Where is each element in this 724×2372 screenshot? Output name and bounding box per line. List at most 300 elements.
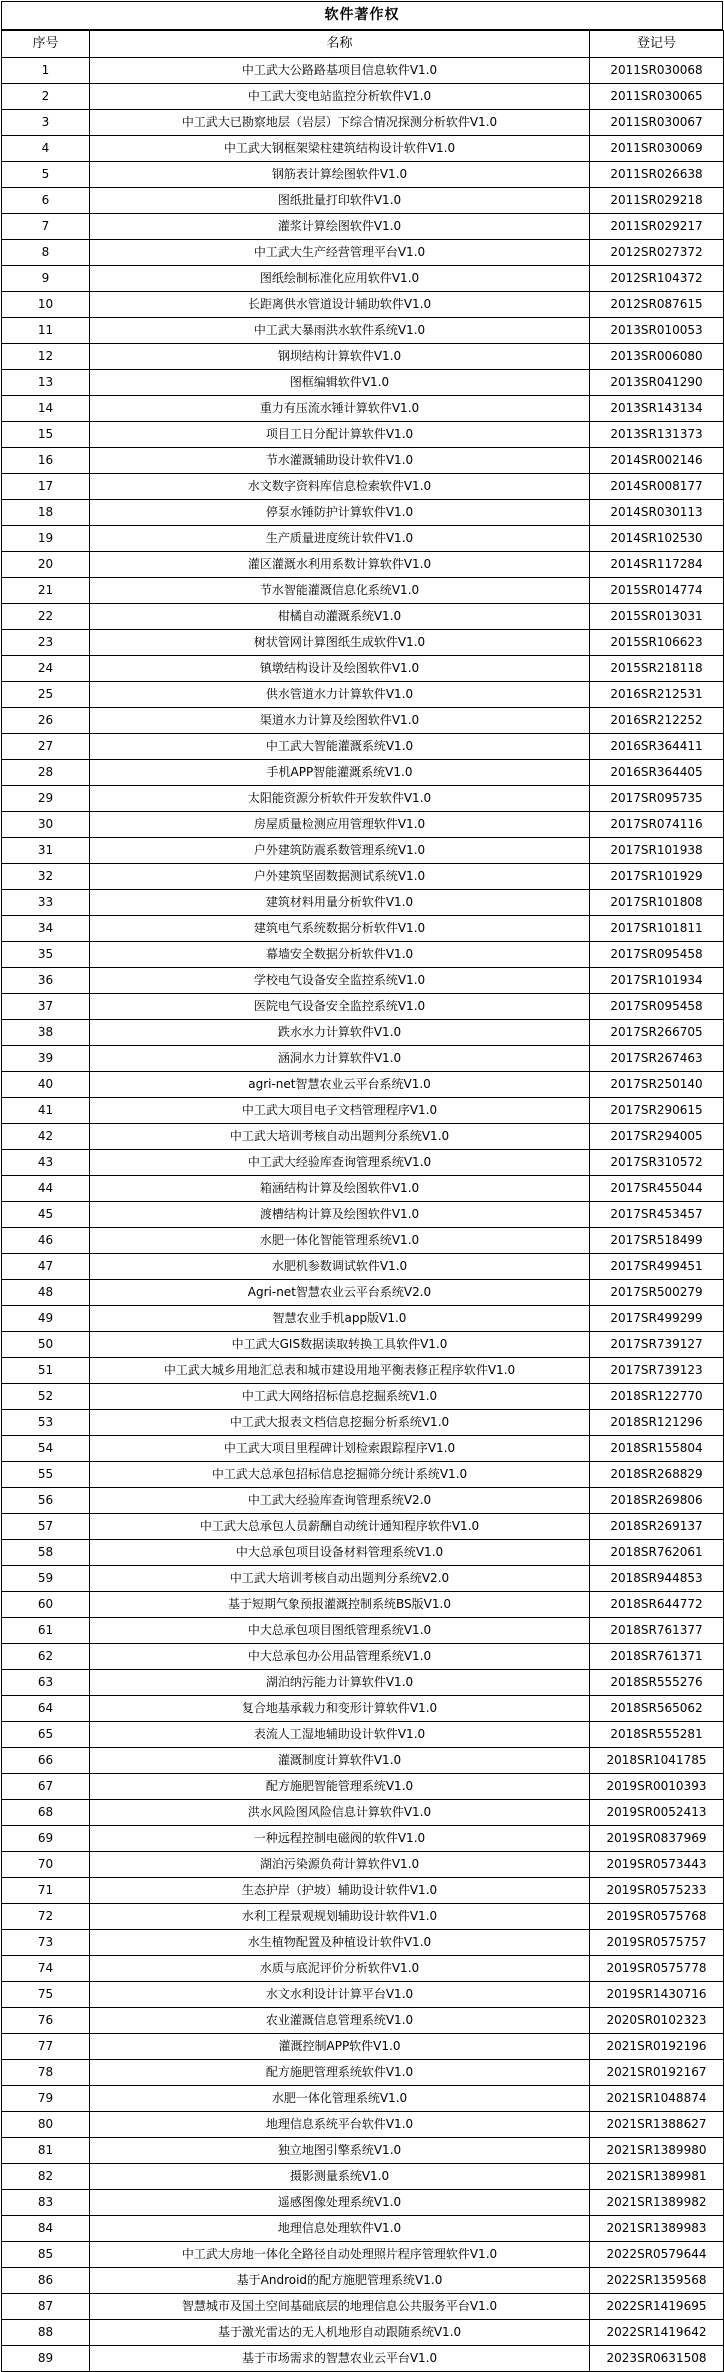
cell-reg: 2011SR026638: [590, 162, 724, 188]
cell-no: 18: [2, 500, 90, 526]
cell-no: 30: [2, 812, 90, 838]
table-row: [2, 1046, 724, 1072]
cell-reg: 2019SR0575768: [590, 1904, 724, 1930]
cell-name: 农业灌溉信息管理系统V1.0: [90, 2008, 590, 2034]
cell-name: 生产质量进度统计软件V1.0: [90, 526, 590, 552]
cell-name: agri-net智慧农业云平台系统V1.0: [90, 1072, 590, 1098]
table-row: [2, 2216, 724, 2242]
cell-no: 73: [2, 1930, 90, 1956]
cell-name: 洪水风险图风险信息计算软件V1.0: [90, 1800, 590, 1826]
cell-name: 中工武大暴雨洪水软件系统V1.0: [90, 318, 590, 344]
cell-reg: 2015SR013031: [590, 604, 724, 630]
cell-no: 63: [2, 1670, 90, 1696]
table-row: [2, 942, 724, 968]
table-row: [2, 1514, 724, 1540]
cell-reg: 2018SR944853: [590, 1566, 724, 1592]
cell-name: 摄影测量系统V1.0: [90, 2164, 590, 2190]
header-reg: 登记号: [590, 31, 724, 58]
cell-no: 25: [2, 682, 90, 708]
cell-reg: 2016SR212252: [590, 708, 724, 734]
cell-reg: 2017SR101934: [590, 968, 724, 994]
cell-no: 16: [2, 448, 90, 474]
cell-name: 医院电气设备安全监控系统V1.0: [90, 994, 590, 1020]
cell-name: 渡槽结构计算及绘图软件V1.0: [90, 1202, 590, 1228]
cell-name: 配方施肥管理系统软件V1.0: [90, 2060, 590, 2086]
table-row: [2, 552, 724, 578]
cell-name: 一种远程控制电磁阀的软件V1.0: [90, 1826, 590, 1852]
cell-name: 灌溉控制APP软件V1.0: [90, 2034, 590, 2060]
cell-no: 55: [2, 1462, 90, 1488]
cell-name: 涵洞水力计算软件V1.0: [90, 1046, 590, 1072]
table-row: [2, 812, 724, 838]
table-row: [2, 370, 724, 396]
table-row: [2, 2346, 724, 2372]
cell-reg: 2012SR104372: [590, 266, 724, 292]
cell-reg: 2018SR269806: [590, 1488, 724, 1514]
table-row: [2, 2060, 724, 2086]
table-row: [2, 136, 724, 162]
table-row: [2, 318, 724, 344]
cell-no: 36: [2, 968, 90, 994]
cell-no: 81: [2, 2138, 90, 2164]
cell-no: 37: [2, 994, 90, 1020]
table-row: [2, 734, 724, 760]
cell-no: 28: [2, 760, 90, 786]
table-row: [2, 1774, 724, 1800]
cell-name: 智慧农业手机app版V1.0: [90, 1306, 590, 1332]
cell-name: 中工武大培训考核自动出题判分系统V2.0: [90, 1566, 590, 1592]
table-row: [2, 890, 724, 916]
table-row: [2, 1280, 724, 1306]
cell-name: 节水灌溉辅助设计软件V1.0: [90, 448, 590, 474]
cell-no: 59: [2, 1566, 90, 1592]
cell-reg: 2017SR739123: [590, 1358, 724, 1384]
cell-name: 渠道水力计算及绘图软件V1.0: [90, 708, 590, 734]
cell-no: 69: [2, 1826, 90, 1852]
copyright-sheet: [1, 1, 723, 2372]
cell-reg: 2018SR1041785: [590, 1748, 724, 1774]
cell-reg: 2022SR1419695: [590, 2294, 724, 2320]
table-row: [2, 2086, 724, 2112]
cell-name: 水肥机参数调试软件V1.0: [90, 1254, 590, 1280]
table-row: [2, 1358, 724, 1384]
cell-reg: 2022SR0579644: [590, 2242, 724, 2268]
header-no: 序号: [2, 31, 90, 58]
cell-no: 10: [2, 292, 90, 318]
table-row: [2, 1956, 724, 1982]
table-row: [2, 1748, 724, 1774]
cell-reg: 2019SR0010393: [590, 1774, 724, 1800]
header-name: 名称: [90, 31, 590, 58]
cell-reg: 2017SR739127: [590, 1332, 724, 1358]
cell-reg: 2013SR143134: [590, 396, 724, 422]
cell-no: 14: [2, 396, 90, 422]
cell-reg: 2018SR121296: [590, 1410, 724, 1436]
table-row: [2, 708, 724, 734]
table-row: [2, 240, 724, 266]
cell-reg: 2021SR0192167: [590, 2060, 724, 2086]
cell-name: 中大总承包项目图纸管理系统V1.0: [90, 1618, 590, 1644]
cell-no: 84: [2, 2216, 90, 2242]
cell-no: 78: [2, 2060, 90, 2086]
cell-reg: 2016SR212531: [590, 682, 724, 708]
cell-no: 8: [2, 240, 90, 266]
cell-reg: 2011SR029218: [590, 188, 724, 214]
cell-reg: 2021SR1389980: [590, 2138, 724, 2164]
table-row: [2, 968, 724, 994]
cell-no: 57: [2, 1514, 90, 1540]
table-row: [2, 1826, 724, 1852]
cell-name: 中工武大报表文档信息挖掘分析系统V1.0: [90, 1410, 590, 1436]
table-row: [2, 2268, 724, 2294]
cell-no: 58: [2, 1540, 90, 1566]
table-row: [2, 2164, 724, 2190]
cell-reg: 2021SR1389981: [590, 2164, 724, 2190]
cell-reg: 2021SR1389982: [590, 2190, 724, 2216]
cell-reg: 2017SR455044: [590, 1176, 724, 1202]
cell-reg: 2019SR0837969: [590, 1826, 724, 1852]
cell-reg: 2018SR761371: [590, 1644, 724, 1670]
cell-name: 中工武大城乡用地汇总表和城市建设用地平衡表修正程序软件V1.0: [90, 1358, 590, 1384]
cell-no: 74: [2, 1956, 90, 1982]
cell-reg: 2014SR002146: [590, 448, 724, 474]
table-row: [2, 1124, 724, 1150]
cell-reg: 2017SR074116: [590, 812, 724, 838]
cell-no: 11: [2, 318, 90, 344]
cell-no: 53: [2, 1410, 90, 1436]
table-row: [2, 604, 724, 630]
cell-reg: 2015SR218118: [590, 656, 724, 682]
cell-name: 地理信息系统平台软件V1.0: [90, 2112, 590, 2138]
cell-reg: 2018SR565062: [590, 1696, 724, 1722]
cell-name: 水肥一体化智能管理系统V1.0: [90, 1228, 590, 1254]
table-row: [2, 916, 724, 942]
table-row: [2, 526, 724, 552]
cell-reg: 2019SR1430716: [590, 1982, 724, 2008]
cell-name: 中工武大已勘察地层（岩层）下综合情况探测分析软件V1.0: [90, 110, 590, 136]
cell-name: 中大总承包项目设备材料管理系统V1.0: [90, 1540, 590, 1566]
cell-no: 15: [2, 422, 90, 448]
cell-no: 2: [2, 84, 90, 110]
table-body: [2, 58, 724, 2372]
cell-no: 70: [2, 1852, 90, 1878]
cell-reg: 2019SR0573443: [590, 1852, 724, 1878]
cell-reg: 2018SR555276: [590, 1670, 724, 1696]
cell-name: 基于市场需求的智慧农业云平台V1.0: [90, 2346, 590, 2372]
table-row: [2, 1904, 724, 1930]
table-row: [2, 838, 724, 864]
cell-no: 38: [2, 1020, 90, 1046]
cell-no: 87: [2, 2294, 90, 2320]
cell-name: 钢坝结构计算软件V1.0: [90, 344, 590, 370]
cell-name: 中工武大项目电子文档管理程序V1.0: [90, 1098, 590, 1124]
table-row: [2, 1592, 724, 1618]
table-row: [2, 760, 724, 786]
cell-name: 中工武大公路路基项目信息软件V1.0: [90, 58, 590, 84]
table-row: [2, 2008, 724, 2034]
cell-reg: 2017SR499451: [590, 1254, 724, 1280]
table-row: [2, 578, 724, 604]
table-row: [2, 2034, 724, 2060]
cell-no: 13: [2, 370, 90, 396]
cell-no: 82: [2, 2164, 90, 2190]
table-row: [2, 1852, 724, 1878]
cell-name: 地理信息处理软件V1.0: [90, 2216, 590, 2242]
cell-no: 45: [2, 1202, 90, 1228]
cell-name: 图纸批量打印软件V1.0: [90, 188, 590, 214]
cell-no: 12: [2, 344, 90, 370]
cell-reg: 2017SR101808: [590, 890, 724, 916]
cell-no: 21: [2, 578, 90, 604]
cell-name: 智慧城市及国土空间基础底层的地理信息公共服务平台V1.0: [90, 2294, 590, 2320]
table-row: [2, 1150, 724, 1176]
table-row: [2, 1228, 724, 1254]
cell-name: 中工武大培训考核自动出题判分系统V1.0: [90, 1124, 590, 1150]
cell-name: 户外建筑坚固数据测试系统V1.0: [90, 864, 590, 890]
cell-name: 中工武大智能灌溉系统V1.0: [90, 734, 590, 760]
cell-name: 房屋质量检测应用管理软件V1.0: [90, 812, 590, 838]
cell-reg: 2018SR155804: [590, 1436, 724, 1462]
cell-no: 42: [2, 1124, 90, 1150]
table-row: [2, 1488, 724, 1514]
cell-name: 节水智能灌溉信息化系统V1.0: [90, 578, 590, 604]
table-row: [2, 1540, 724, 1566]
cell-name: 中工武大项目里程碑计划检索跟踪程序V1.0: [90, 1436, 590, 1462]
cell-no: 44: [2, 1176, 90, 1202]
table-row: [2, 1722, 724, 1748]
table-row: [2, 162, 724, 188]
table-row: [2, 1930, 724, 1956]
cell-no: 17: [2, 474, 90, 500]
cell-reg: 2023SR0631508: [590, 2346, 724, 2372]
cell-reg: 2015SR106623: [590, 630, 724, 656]
cell-reg: 2013SR131373: [590, 422, 724, 448]
table-row: [2, 1202, 724, 1228]
table-row: [2, 2138, 724, 2164]
table-row: [2, 110, 724, 136]
cell-no: 64: [2, 1696, 90, 1722]
table-row: [2, 344, 724, 370]
table-row: [2, 1176, 724, 1202]
cell-reg: 2021SR1048874: [590, 2086, 724, 2112]
cell-no: 40: [2, 1072, 90, 1098]
cell-reg: 2018SR555281: [590, 1722, 724, 1748]
cell-name: 湖泊纳污能力计算软件V1.0: [90, 1670, 590, 1696]
cell-no: 33: [2, 890, 90, 916]
cell-no: 47: [2, 1254, 90, 1280]
cell-reg: 2019SR0052413: [590, 1800, 724, 1826]
cell-reg: 2022SR1419642: [590, 2320, 724, 2346]
cell-name: 供水管道水力计算软件V1.0: [90, 682, 590, 708]
cell-reg: 2017SR290615: [590, 1098, 724, 1124]
cell-reg: 2021SR0192196: [590, 2034, 724, 2060]
table-row: [2, 2242, 724, 2268]
cell-reg: 2014SR008177: [590, 474, 724, 500]
table-row: [2, 1410, 724, 1436]
cell-no: 1: [2, 58, 90, 84]
cell-no: 46: [2, 1228, 90, 1254]
cell-name: 建筑材料用量分析软件V1.0: [90, 890, 590, 916]
cell-no: 20: [2, 552, 90, 578]
cell-reg: 2020SR0102323: [590, 2008, 724, 2034]
cell-name: 配方施肥智能管理系统V1.0: [90, 1774, 590, 1800]
cell-name: 独立地图引擎系统V1.0: [90, 2138, 590, 2164]
table-row: [2, 422, 724, 448]
cell-reg: 2017SR101811: [590, 916, 724, 942]
cell-reg: 2014SR117284: [590, 552, 724, 578]
cell-name: 水文数字资料库信息检索软件V1.0: [90, 474, 590, 500]
table-row: [2, 500, 724, 526]
cell-no: 23: [2, 630, 90, 656]
cell-reg: 2018SR644772: [590, 1592, 724, 1618]
cell-reg: 2013SR006080: [590, 344, 724, 370]
cell-name: 水利工程景观规划辅助设计软件V1.0: [90, 1904, 590, 1930]
cell-name: 太阳能资源分析软件开发软件V1.0: [90, 786, 590, 812]
cell-reg: 2017SR095735: [590, 786, 724, 812]
cell-no: 35: [2, 942, 90, 968]
cell-no: 52: [2, 1384, 90, 1410]
cell-name: 灌溉制度计算软件V1.0: [90, 1748, 590, 1774]
cell-name: 中工武大房地一体化全路径自动处理照片程序管理软件V1.0: [90, 2242, 590, 2268]
cell-name: 中工武大总承包人员薪酬自动统计通知程序软件V1.0: [90, 1514, 590, 1540]
table-row: [2, 58, 724, 84]
cell-no: 48: [2, 1280, 90, 1306]
cell-no: 22: [2, 604, 90, 630]
cell-name: 户外建筑防震系数管理系统V1.0: [90, 838, 590, 864]
cell-name: 基于激光雷达的无人机地形自动跟随系统V1.0: [90, 2320, 590, 2346]
cell-reg: 2022SR1359568: [590, 2268, 724, 2294]
cell-name: 中大总承包办公用品管理系统V1.0: [90, 1644, 590, 1670]
table-row: [2, 1878, 724, 1904]
cell-no: 31: [2, 838, 90, 864]
cell-no: 61: [2, 1618, 90, 1644]
table-row: [2, 188, 724, 214]
cell-no: 5: [2, 162, 90, 188]
table-row: [2, 2112, 724, 2138]
cell-name: 柑橘自动灌溉系统V1.0: [90, 604, 590, 630]
table-row: [2, 1800, 724, 1826]
cell-no: 54: [2, 1436, 90, 1462]
cell-no: 4: [2, 136, 90, 162]
cell-no: 56: [2, 1488, 90, 1514]
cell-name: 停泵水锤防护计算软件V1.0: [90, 500, 590, 526]
sheet-title: 软件著作权: [1, 1, 723, 30]
cell-no: 24: [2, 656, 90, 682]
cell-name: 中工武大总承包招标信息挖掘筛分统计系统V1.0: [90, 1462, 590, 1488]
table-row: [2, 1462, 724, 1488]
cell-name: 镇墩结构设计及绘图软件V1.0: [90, 656, 590, 682]
cell-no: 9: [2, 266, 90, 292]
cell-reg: 2017SR453457: [590, 1202, 724, 1228]
cell-reg: 2021SR1389983: [590, 2216, 724, 2242]
table-row: [2, 84, 724, 110]
table-row: [2, 474, 724, 500]
cell-no: 77: [2, 2034, 90, 2060]
table-row: [2, 786, 724, 812]
table-row: [2, 292, 724, 318]
cell-no: 7: [2, 214, 90, 240]
cell-reg: 2011SR030068: [590, 58, 724, 84]
cell-name: 中工武大经验库查询管理系统V1.0: [90, 1150, 590, 1176]
table-row: [2, 682, 724, 708]
cell-name: 长距离供水管道设计辅助软件V1.0: [90, 292, 590, 318]
cell-reg: 2017SR266705: [590, 1020, 724, 1046]
cell-name: 钢筋表计算绘图软件V1.0: [90, 162, 590, 188]
cell-no: 89: [2, 2346, 90, 2372]
cell-reg: 2018SR762061: [590, 1540, 724, 1566]
cell-name: 中工武大变电站监控分析软件V1.0: [90, 84, 590, 110]
cell-name: Agri-net智慧农业云平台系统V2.0: [90, 1280, 590, 1306]
cell-no: 50: [2, 1332, 90, 1358]
cell-no: 80: [2, 2112, 90, 2138]
cell-reg: 2012SR087615: [590, 292, 724, 318]
table-row: [2, 2294, 724, 2320]
cell-no: 71: [2, 1878, 90, 1904]
table-row: [2, 1618, 724, 1644]
cell-no: 60: [2, 1592, 90, 1618]
cell-name: 湖泊污染源负荷计算软件V1.0: [90, 1852, 590, 1878]
table-row: [2, 864, 724, 890]
cell-reg: 2011SR029217: [590, 214, 724, 240]
table-row: [2, 994, 724, 1020]
cell-name: 灌浆计算绘图软件V1.0: [90, 214, 590, 240]
cell-name: 中工武大GIS数据读取转换工具软件V1.0: [90, 1332, 590, 1358]
cell-name: 水质与底泥评价分析软件V1.0: [90, 1956, 590, 1982]
cell-name: 中工武大网络招标信息挖掘系统V1.0: [90, 1384, 590, 1410]
table-row: [2, 1696, 724, 1722]
cell-reg: 2011SR030067: [590, 110, 724, 136]
cell-name: 箱涵结构计算及绘图软件V1.0: [90, 1176, 590, 1202]
cell-name: 重力有压流水锤计算软件V1.0: [90, 396, 590, 422]
cell-name: 项目工日分配计算软件V1.0: [90, 422, 590, 448]
cell-name: 中工武大生产经营管理平台V1.0: [90, 240, 590, 266]
cell-name: 水生植物配置及种植设计软件V1.0: [90, 1930, 590, 1956]
cell-name: 灌区灌溉水利用系数计算软件V1.0: [90, 552, 590, 578]
table-row: [2, 630, 724, 656]
cell-name: 树状管网计算图纸生成软件V1.0: [90, 630, 590, 656]
table-row: [2, 1254, 724, 1280]
table-row: [2, 1020, 724, 1046]
cell-reg: 2016SR364411: [590, 734, 724, 760]
cell-name: 图纸绘制标准化应用软件V1.0: [90, 266, 590, 292]
table-row: [2, 1644, 724, 1670]
cell-reg: 2017SR518499: [590, 1228, 724, 1254]
cell-reg: 2012SR027372: [590, 240, 724, 266]
cell-reg: 2017SR250140: [590, 1072, 724, 1098]
cell-reg: 2017SR500279: [590, 1280, 724, 1306]
cell-no: 41: [2, 1098, 90, 1124]
table-row: [2, 1436, 724, 1462]
table-row: [2, 396, 724, 422]
cell-name: 建筑电气系统数据分析软件V1.0: [90, 916, 590, 942]
table-row: [2, 1384, 724, 1410]
cell-name: 图框编辑软件V1.0: [90, 370, 590, 396]
header-row: [2, 31, 724, 58]
cell-no: 65: [2, 1722, 90, 1748]
cell-reg: 2013SR010053: [590, 318, 724, 344]
cell-reg: 2018SR269137: [590, 1514, 724, 1540]
cell-name: 表流人工湿地辅助设计软件V1.0: [90, 1722, 590, 1748]
cell-no: 62: [2, 1644, 90, 1670]
cell-reg: 2013SR041290: [590, 370, 724, 396]
cell-reg: 2018SR761377: [590, 1618, 724, 1644]
table-row: [2, 1072, 724, 1098]
cell-name: 复合地基承载力和变形计算软件V1.0: [90, 1696, 590, 1722]
cell-name: 学校电气设备安全监控系统V1.0: [90, 968, 590, 994]
table-row: [2, 1098, 724, 1124]
cell-reg: 2019SR0575757: [590, 1930, 724, 1956]
table-row: [2, 656, 724, 682]
